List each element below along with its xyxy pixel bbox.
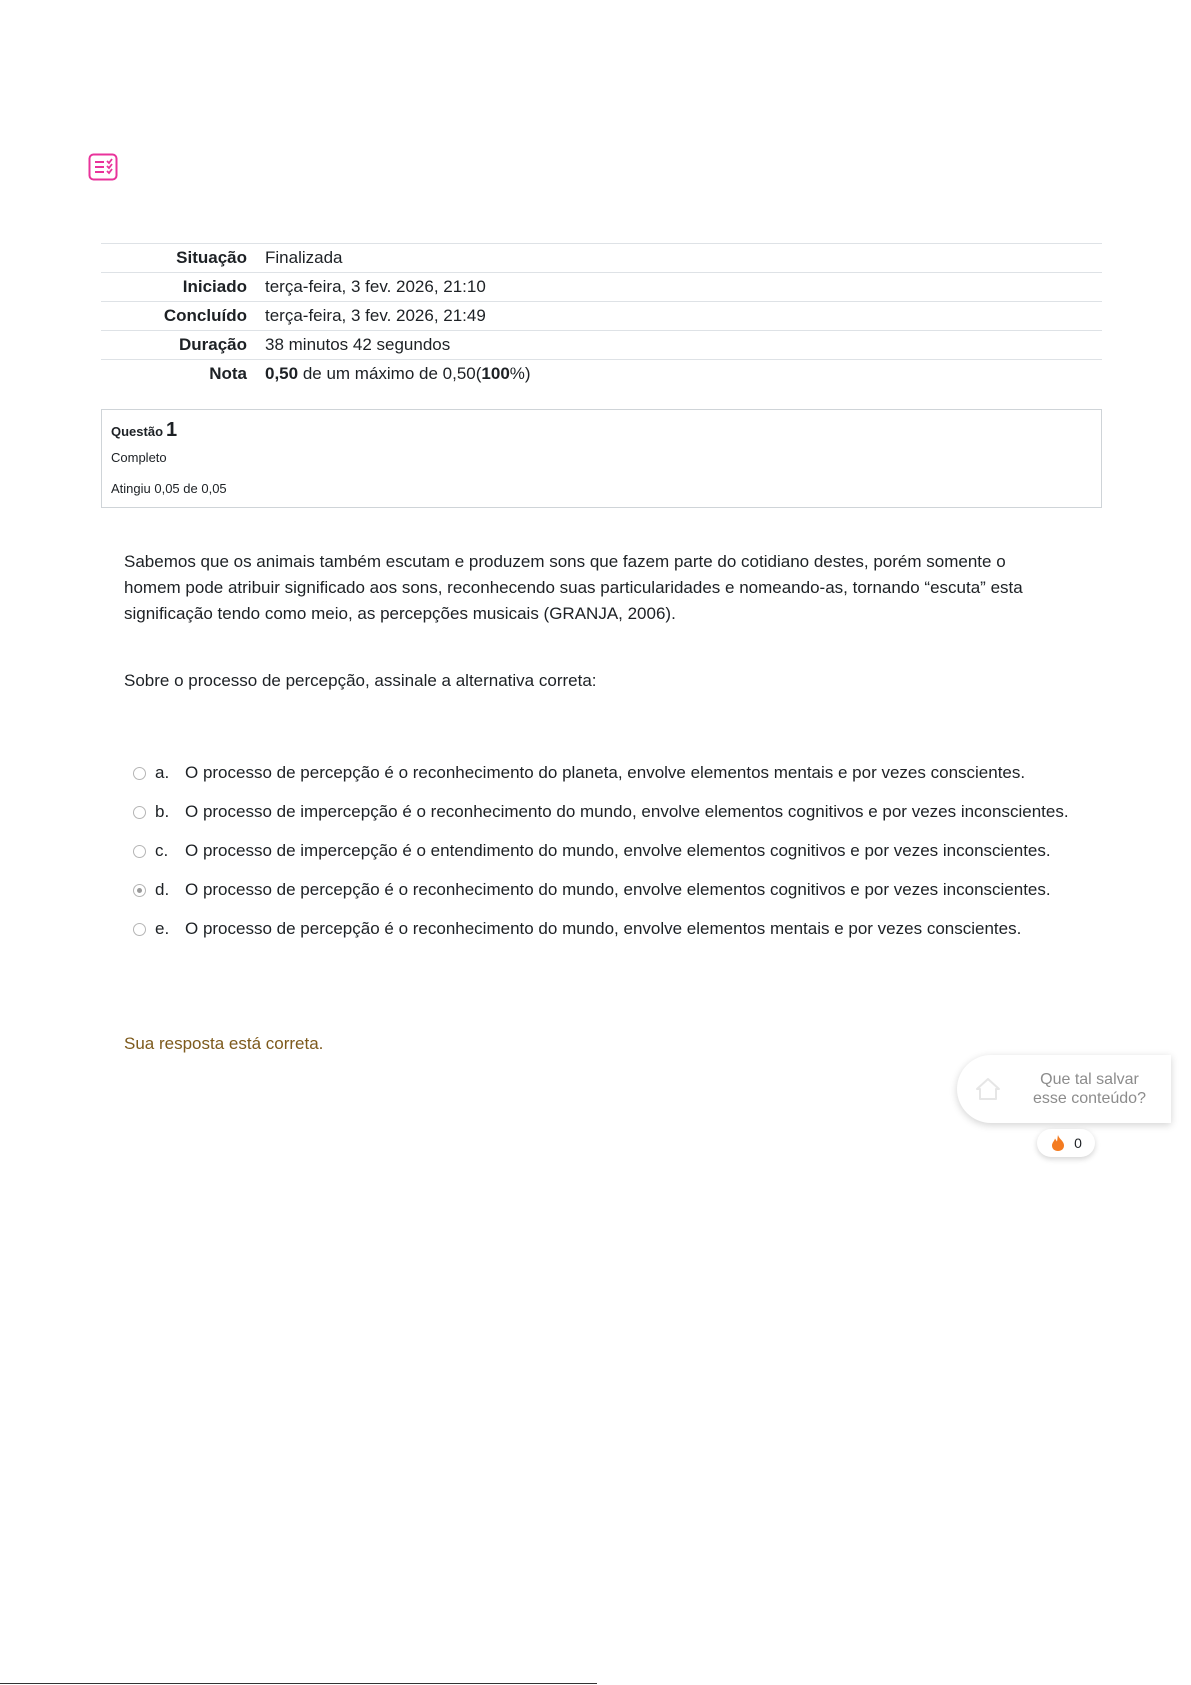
grade-end: %) [509, 364, 531, 383]
grade-score: 0,50 [265, 364, 299, 383]
answer-option-e[interactable] [133, 916, 1093, 942]
answer-letter: d. [155, 880, 170, 899]
summary-label: Situação [176, 248, 247, 267]
summary-row-completed [101, 301, 1102, 330]
answer-list [133, 760, 1093, 955]
summary-value: Finalizada [265, 248, 343, 267]
question-text: Sabemos que os animais também escutam e produzem sons que fazem parte do cotidiano destes, porém somente o homem pode atribuir significado aos sons, reconhecendo suas particularidades e nomeando-as, tornando “escuta” esta significação tendo como meio, as percepções musicais (GRANJA, 2006). [124, 552, 1023, 623]
summary-label: Iniciado [182, 277, 247, 296]
flame-icon [1050, 1134, 1066, 1152]
answer-option-c[interactable] [133, 838, 1093, 864]
home-icon [975, 1077, 1001, 1101]
radio-button[interactable] [133, 767, 146, 780]
answer-feedback: Sua resposta está correta. [124, 1034, 324, 1053]
answer-text: O processo de percepção é o reconhecimento do mundo, envolve elementos mentais e por vezes conscientes. [185, 919, 1022, 938]
question-prompt: Sobre o processo de percepção, assinale a alternativa correta: [124, 671, 597, 690]
grade-middle: de um máximo de 0,50( [298, 364, 482, 383]
answer-text: O processo de impercepção é o reconhecimento do mundo, envolve elementos cognitivos e por vezes inconscientes. [185, 802, 1069, 821]
radio-button-checked[interactable] [133, 884, 146, 897]
summary-row-duration [101, 330, 1102, 359]
question-number [111, 419, 177, 442]
grade-percent: 100 [481, 364, 510, 383]
summary-label: Duração [178, 335, 247, 354]
answer-text: O processo de percepção é o reconhecimento do planeta, envolve elementos mentais e por vezes conscientes. [185, 763, 1026, 782]
radio-button[interactable] [133, 923, 146, 936]
summary-row-status [101, 243, 1102, 272]
grade-value [265, 364, 1102, 384]
streak-count: 0 [1074, 1135, 1082, 1151]
answer-option-d[interactable] [133, 877, 1093, 903]
radio-button[interactable] [133, 845, 146, 858]
answer-option-a[interactable] [133, 760, 1093, 786]
attempt-summary [101, 243, 1102, 388]
summary-value: terça-feira, 3 fev. 2026, 21:10 [265, 277, 486, 296]
answer-letter: a. [155, 763, 170, 782]
answer-text: O processo de impercepção é o entendimento do mundo, envolve elementos cognitivos e por vezes inconscientes. [185, 841, 1051, 860]
question-number-value: 1 [166, 419, 178, 441]
summary-row-started [101, 272, 1102, 301]
question-info [101, 409, 1102, 508]
summary-value: 38 minutos 42 segundos [265, 335, 451, 354]
question-label: Questão [111, 424, 164, 439]
answer-text: O processo de percepção é o reconhecimento do mundo, envolve elementos cognitivos e por vezes inconscientes. [185, 880, 1051, 899]
answer-letter: b. [155, 802, 170, 821]
answer-option-b[interactable] [133, 799, 1093, 825]
summary-value: terça-feira, 3 fev. 2026, 21:49 [265, 306, 486, 325]
summary-label: Nota [209, 364, 247, 383]
save-prompt-line2: esse conteúdo? [1033, 1090, 1146, 1107]
page-divider [0, 1683, 597, 1684]
summary-label: Concluído [163, 306, 247, 325]
streak-badge[interactable] [1037, 1129, 1095, 1157]
summary-row-grade [101, 359, 1102, 388]
save-prompt [1017, 1070, 1162, 1108]
answer-letter: e. [155, 919, 170, 938]
save-prompt-line1: Que tal salvar [1040, 1071, 1139, 1088]
question-state: Completo [111, 450, 167, 465]
quiz-icon [88, 153, 118, 181]
radio-button[interactable] [133, 806, 146, 819]
save-content-button[interactable] [957, 1055, 1171, 1123]
question-grade: Atingiu 0,05 de 0,05 [111, 481, 227, 496]
answer-letter: c. [155, 841, 169, 860]
